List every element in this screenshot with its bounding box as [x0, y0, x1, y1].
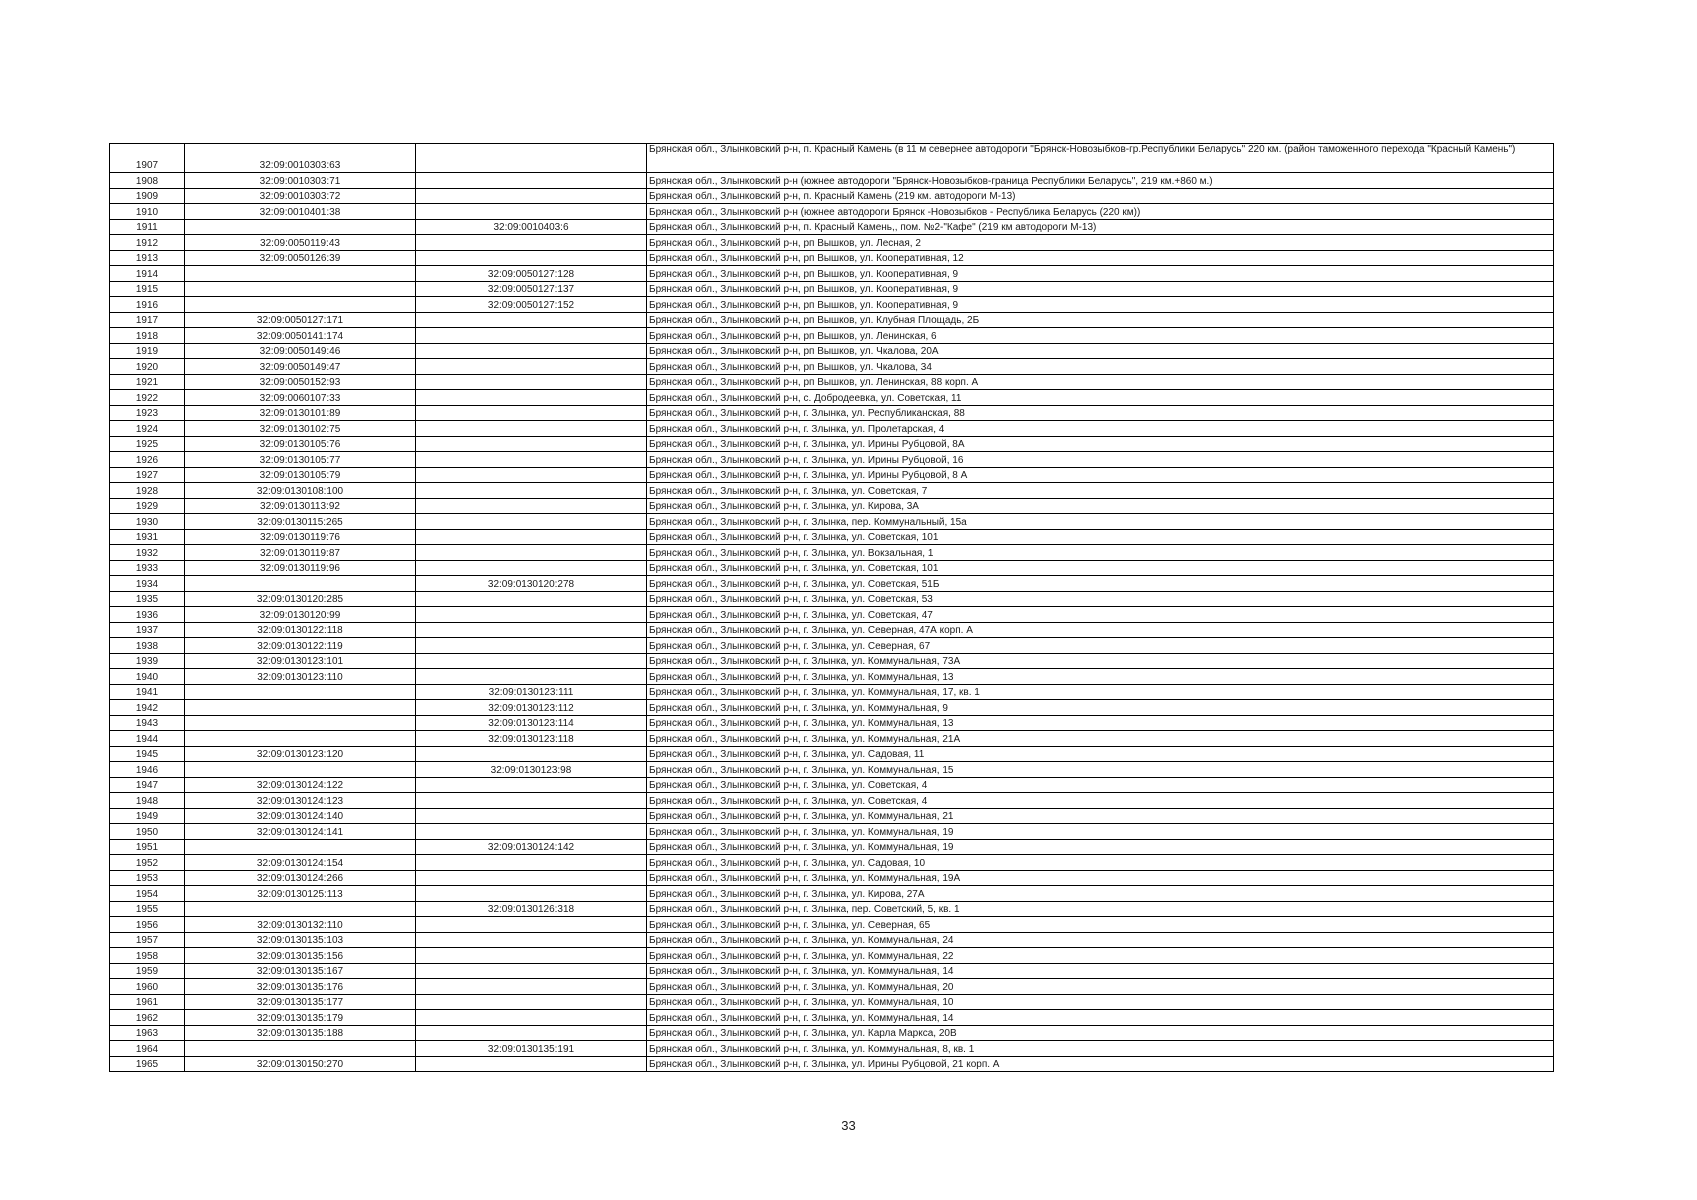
cadastral-number-cell: 32:09:0010401:38 [185, 204, 416, 220]
address-cell: Брянская обл., Злынковский р-н, с. Добродеевка, ул. Советская, 11 [647, 390, 1554, 406]
address-cell: Брянская обл., Злынковский р-н, рп Вышков, ул. Ленинская, 6 [647, 328, 1554, 344]
cadastral-number-cell: 32:09:0010303:63 [185, 144, 416, 173]
table-row [110, 808, 1554, 824]
row-number-cell: 1935 [110, 591, 185, 607]
address-cell: Брянская обл., Злынковский р-н, г. Злынка, ул. Советская, 51Б [647, 576, 1554, 592]
cadastral-number-cell [185, 715, 416, 731]
table-row [110, 591, 1554, 607]
premises-cadastral-number-cell [416, 622, 647, 638]
registry-table [109, 143, 1554, 1072]
cadastral-number-cell: 32:09:0130132:110 [185, 917, 416, 933]
cadastral-number-cell: 32:09:0130119:76 [185, 529, 416, 545]
address-cell: Брянская обл., Злынковский р-н, рп Вышков, ул. Кооперативная, 12 [647, 250, 1554, 266]
cadastral-number-cell [185, 1041, 416, 1057]
premises-cadastral-number-cell [416, 1025, 647, 1041]
cadastral-number-cell [185, 281, 416, 297]
premises-cadastral-number-cell: 32:09:0130123:98 [416, 762, 647, 778]
cadastral-number-cell: 32:09:0050127:171 [185, 312, 416, 328]
cadastral-number-cell [185, 297, 416, 313]
row-number-cell: 1911 [110, 219, 185, 235]
row-number-cell: 1941 [110, 684, 185, 700]
table-row [110, 684, 1554, 700]
row-number-cell: 1913 [110, 250, 185, 266]
premises-cadastral-number-cell [416, 824, 647, 840]
address-cell: Брянская обл., Злынковский р-н, г. Злынка, ул. Вокзальная, 1 [647, 545, 1554, 561]
row-number-cell: 1943 [110, 715, 185, 731]
cadastral-number-cell [185, 731, 416, 747]
address-cell: Брянская обл., Злынковский р-н, г. Злынка, ул. Советская, 4 [647, 793, 1554, 809]
address-cell: Брянская обл., Злынковский р-н, г. Злынка, ул. Ирины Рубцовой, 16 [647, 452, 1554, 468]
cadastral-number-cell: 32:09:0130105:79 [185, 467, 416, 483]
row-number-cell: 1948 [110, 793, 185, 809]
row-number-cell: 1940 [110, 669, 185, 685]
address-cell: Брянская обл., Злынковский р-н, г. Злынка, ул. Советская, 47 [647, 607, 1554, 623]
row-number-cell: 1923 [110, 405, 185, 421]
row-number-cell: 1937 [110, 622, 185, 638]
table-row [110, 1041, 1554, 1057]
table-row [110, 374, 1554, 390]
cadastral-number-cell: 32:09:0130123:110 [185, 669, 416, 685]
table-row [110, 1025, 1554, 1041]
cadastral-number-cell: 32:09:0130105:77 [185, 452, 416, 468]
row-number-cell: 1962 [110, 1010, 185, 1026]
cadastral-number-cell: 32:09:0050119:43 [185, 235, 416, 251]
row-number-cell: 1928 [110, 483, 185, 499]
row-number-cell: 1949 [110, 808, 185, 824]
cadastral-number-cell: 32:09:0130135:179 [185, 1010, 416, 1026]
premises-cadastral-number-cell [416, 793, 647, 809]
table-row [110, 1056, 1554, 1072]
row-number-cell: 1950 [110, 824, 185, 840]
row-number-cell: 1955 [110, 901, 185, 917]
cadastral-number-cell: 32:09:0130124:141 [185, 824, 416, 840]
premises-cadastral-number-cell [416, 436, 647, 452]
premises-cadastral-number-cell [416, 390, 647, 406]
address-cell: Брянская обл., Злынковский р-н, г. Злынка, ул. Советская, 7 [647, 483, 1554, 499]
row-number-cell: 1954 [110, 886, 185, 902]
address-cell: Брянская обл., Злынковский р-н, г. Злынка, ул. Северная, 47А корп. А [647, 622, 1554, 638]
row-number-cell: 1907 [110, 144, 185, 173]
address-cell: Брянская обл., Злынковский р-н, г. Злынка, ул. Коммунальная, 21 [647, 808, 1554, 824]
address-cell: Брянская обл., Злынковский р-н, г. Злынка, ул. Коммунальная, 17, кв. 1 [647, 684, 1554, 700]
premises-cadastral-number-cell [416, 483, 647, 499]
premises-cadastral-number-cell [416, 328, 647, 344]
cadastral-number-cell [185, 576, 416, 592]
address-cell: Брянская обл., Злынковский р-н, г. Злынка, ул. Коммунальная, 19 [647, 824, 1554, 840]
table-row [110, 979, 1554, 995]
cadastral-number-cell: 32:09:0130113:92 [185, 498, 416, 514]
row-number-cell: 1909 [110, 188, 185, 204]
premises-cadastral-number-cell [416, 870, 647, 886]
table-row [110, 529, 1554, 545]
premises-cadastral-number-cell [416, 173, 647, 189]
table-row [110, 250, 1554, 266]
table-row [110, 343, 1554, 359]
row-number-cell: 1908 [110, 173, 185, 189]
table-row [110, 498, 1554, 514]
cadastral-number-cell: 32:09:0130135:177 [185, 994, 416, 1010]
table-row [110, 700, 1554, 716]
address-cell: Брянская обл., Злынковский р-н, г. Злынка, ул. Советская, 4 [647, 777, 1554, 793]
cadastral-number-cell [185, 839, 416, 855]
premises-cadastral-number-cell [416, 144, 647, 173]
cadastral-number-cell: 32:09:0050126:39 [185, 250, 416, 266]
table-row [110, 963, 1554, 979]
premises-cadastral-number-cell [416, 188, 647, 204]
cadastral-number-cell: 32:09:0130124:122 [185, 777, 416, 793]
row-number-cell: 1952 [110, 855, 185, 871]
registry-table-body [110, 144, 1554, 1072]
premises-cadastral-number-cell [416, 560, 647, 576]
table-row [110, 560, 1554, 576]
row-number-cell: 1910 [110, 204, 185, 220]
row-number-cell: 1965 [110, 1056, 185, 1072]
table-row [110, 793, 1554, 809]
cadastral-number-cell: 32:09:0050141:174 [185, 328, 416, 344]
cadastral-number-cell [185, 901, 416, 917]
table-row [110, 514, 1554, 530]
premises-cadastral-number-cell [416, 343, 647, 359]
table-row [110, 359, 1554, 375]
premises-cadastral-number-cell [416, 855, 647, 871]
table-row [110, 886, 1554, 902]
premises-cadastral-number-cell: 32:09:0130135:191 [416, 1041, 647, 1057]
address-cell: Брянская обл., Злынковский р-н, г. Злынка, ул. Коммунальная, 19 [647, 839, 1554, 855]
premises-cadastral-number-cell [416, 746, 647, 762]
row-number-cell: 1926 [110, 452, 185, 468]
address-cell: Брянская обл., Злынковский р-н, рп Вышков, ул. Чкалова, 34 [647, 359, 1554, 375]
cadastral-number-cell: 32:09:0130120:99 [185, 607, 416, 623]
row-number-cell: 1942 [110, 700, 185, 716]
row-number-cell: 1963 [110, 1025, 185, 1041]
row-number-cell: 1956 [110, 917, 185, 933]
cadastral-number-cell: 32:09:0130108:100 [185, 483, 416, 499]
premises-cadastral-number-cell [416, 204, 647, 220]
premises-cadastral-number-cell [416, 545, 647, 561]
table-row [110, 607, 1554, 623]
address-cell: Брянская обл., Злынковский р-н, п. Красный Камень,, пом. №2-"Кафе" (219 км автодороги М-13) [647, 219, 1554, 235]
premises-cadastral-number-cell: 32:09:0130124:142 [416, 839, 647, 855]
row-number-cell: 1918 [110, 328, 185, 344]
address-cell: Брянская обл., Злынковский р-н (южнее автодороги "Брянск-Новозыбков-граница Республики Беларусь", 219 км.+860 м.) [647, 173, 1554, 189]
premises-cadastral-number-cell [416, 948, 647, 964]
cadastral-number-cell: 32:09:0130102:75 [185, 421, 416, 437]
row-number-cell: 1934 [110, 576, 185, 592]
premises-cadastral-number-cell [416, 250, 647, 266]
cadastral-number-cell: 32:09:0130124:266 [185, 870, 416, 886]
cadastral-number-cell: 32:09:0130115:265 [185, 514, 416, 530]
cadastral-number-cell: 32:09:0130105:76 [185, 436, 416, 452]
row-number-cell: 1936 [110, 607, 185, 623]
address-cell: Брянская обл., Злынковский р-н, г. Злынка, ул. Коммунальная, 24 [647, 932, 1554, 948]
row-number-cell: 1915 [110, 281, 185, 297]
premises-cadastral-number-cell [416, 932, 647, 948]
table-row [110, 421, 1554, 437]
table-row [110, 576, 1554, 592]
address-cell: Брянская обл., Злынковский р-н, г. Злынка, ул. Коммунальная, 19А [647, 870, 1554, 886]
premises-cadastral-number-cell [416, 607, 647, 623]
address-cell: Брянская обл., Злынковский р-н, г. Злынка, ул. Коммунальная, 21А [647, 731, 1554, 747]
cadastral-number-cell: 32:09:0130122:118 [185, 622, 416, 638]
table-row [110, 452, 1554, 468]
premises-cadastral-number-cell [416, 808, 647, 824]
row-number-cell: 1929 [110, 498, 185, 514]
cadastral-number-cell: 32:09:0130122:119 [185, 638, 416, 654]
address-cell: Брянская обл., Злынковский р-н, рп Вышков, ул. Лесная, 2 [647, 235, 1554, 251]
premises-cadastral-number-cell [416, 452, 647, 468]
premises-cadastral-number-cell [416, 514, 647, 530]
cadastral-number-cell: 32:09:0130119:96 [185, 560, 416, 576]
table-row [110, 731, 1554, 747]
address-cell: Брянская обл., Злынковский р-н (южнее автодороги Брянск -Новозыбков - Республика Беларусь (220 км)) [647, 204, 1554, 220]
table-row [110, 746, 1554, 762]
address-cell: Брянская обл., Злынковский р-н, г. Злынка, ул. Коммунальная, 13 [647, 669, 1554, 685]
cadastral-number-cell: 32:09:0130135:176 [185, 979, 416, 995]
row-number-cell: 1953 [110, 870, 185, 886]
table-row [110, 669, 1554, 685]
row-number-cell: 1914 [110, 266, 185, 282]
row-number-cell: 1959 [110, 963, 185, 979]
premises-cadastral-number-cell [416, 638, 647, 654]
page-number: 33 [841, 1118, 856, 1133]
premises-cadastral-number-cell: 32:09:0050127:152 [416, 297, 647, 313]
premises-cadastral-number-cell [416, 467, 647, 483]
table-row [110, 219, 1554, 235]
address-cell: Брянская обл., Злынковский р-н, г. Злынка, ул. Северная, 65 [647, 917, 1554, 933]
table-row [110, 266, 1554, 282]
address-cell: Брянская обл., Злынковский р-н, рп Вышков, ул. Клубная Площадь, 2Б [647, 312, 1554, 328]
cadastral-number-cell: 32:09:0130123:101 [185, 653, 416, 669]
cadastral-number-cell: 32:09:0130135:167 [185, 963, 416, 979]
table-row [110, 173, 1554, 189]
row-number-cell: 1944 [110, 731, 185, 747]
premises-cadastral-number-cell: 32:09:0130120:278 [416, 576, 647, 592]
row-number-cell: 1958 [110, 948, 185, 964]
table-row [110, 405, 1554, 421]
address-cell: Брянская обл., Злынковский р-н, г. Злынка, ул. Коммунальная, 8, кв. 1 [647, 1041, 1554, 1057]
table-row [110, 994, 1554, 1010]
address-cell: Брянская обл., Злынковский р-н, г. Злынка, ул. Ирины Рубцовой, 21 корп. А [647, 1056, 1554, 1072]
row-number-cell: 1960 [110, 979, 185, 995]
table-row [110, 839, 1554, 855]
table-row [110, 622, 1554, 638]
table-row [110, 297, 1554, 313]
premises-cadastral-number-cell: 32:09:0050127:137 [416, 281, 647, 297]
premises-cadastral-number-cell [416, 917, 647, 933]
table-row [110, 948, 1554, 964]
address-cell: Брянская обл., Злынковский р-н, п. Красный Камень (в 11 м севернее автодороги "Брянск-Новозыбков-гр.Республики Беларусь" 220 км. (район таможенного перехода "Красный Камень") [647, 144, 1554, 173]
cadastral-number-cell: 32:09:0130150:270 [185, 1056, 416, 1072]
premises-cadastral-number-cell [416, 963, 647, 979]
table-row [110, 824, 1554, 840]
premises-cadastral-number-cell [416, 1056, 647, 1072]
table-row [110, 281, 1554, 297]
premises-cadastral-number-cell [416, 669, 647, 685]
table-row [110, 653, 1554, 669]
table-row [110, 144, 1554, 173]
address-cell: Брянская обл., Злынковский р-н, г. Злынка, ул. Коммунальная, 20 [647, 979, 1554, 995]
table-row [110, 715, 1554, 731]
cadastral-number-cell: 32:09:0130120:285 [185, 591, 416, 607]
address-cell: Брянская обл., Злынковский р-н, рп Вышков, ул. Ленинская, 88 корп. А [647, 374, 1554, 390]
table-row [110, 188, 1554, 204]
cadastral-number-cell: 32:09:0010303:71 [185, 173, 416, 189]
cadastral-number-cell: 32:09:0130124:123 [185, 793, 416, 809]
table-row [110, 235, 1554, 251]
row-number-cell: 1964 [110, 1041, 185, 1057]
row-number-cell: 1961 [110, 994, 185, 1010]
premises-cadastral-number-cell [416, 374, 647, 390]
row-number-cell: 1957 [110, 932, 185, 948]
premises-cadastral-number-cell [416, 1010, 647, 1026]
row-number-cell: 1916 [110, 297, 185, 313]
cadastral-number-cell [185, 266, 416, 282]
table-row [110, 870, 1554, 886]
address-cell: Брянская обл., Злынковский р-н, г. Злынка, пер. Советский, 5, кв. 1 [647, 901, 1554, 917]
cadastral-number-cell: 32:09:0130124:140 [185, 808, 416, 824]
row-number-cell: 1919 [110, 343, 185, 359]
premises-cadastral-number-cell: 32:09:0050127:128 [416, 266, 647, 282]
address-cell: Брянская обл., Злынковский р-н, г. Злынка, ул. Советская, 101 [647, 529, 1554, 545]
address-cell: Брянская обл., Злынковский р-н, г. Злынка, ул. Северная, 67 [647, 638, 1554, 654]
row-number-cell: 1920 [110, 359, 185, 375]
premises-cadastral-number-cell [416, 886, 647, 902]
row-number-cell: 1917 [110, 312, 185, 328]
premises-cadastral-number-cell [416, 235, 647, 251]
table-row [110, 855, 1554, 871]
cadastral-number-cell [185, 700, 416, 716]
table-row [110, 901, 1554, 917]
cadastral-number-cell: 32:09:0050149:47 [185, 359, 416, 375]
address-cell: Брянская обл., Злынковский р-н, г. Злынка, ул. Советская, 53 [647, 591, 1554, 607]
table-row [110, 638, 1554, 654]
row-number-cell: 1938 [110, 638, 185, 654]
cadastral-number-cell: 32:09:0050149:46 [185, 343, 416, 359]
premises-cadastral-number-cell [416, 421, 647, 437]
premises-cadastral-number-cell: 32:09:0130126:318 [416, 901, 647, 917]
row-number-cell: 1927 [110, 467, 185, 483]
cadastral-number-cell: 32:09:0130135:188 [185, 1025, 416, 1041]
address-cell: Брянская обл., Злынковский р-н, рп Вышков, ул. Чкалова, 20А [647, 343, 1554, 359]
premises-cadastral-number-cell: 32:09:0130123:112 [416, 700, 647, 716]
cadastral-number-cell: 32:09:0130135:103 [185, 932, 416, 948]
row-number-cell: 1951 [110, 839, 185, 855]
address-cell: Брянская обл., Злынковский р-н, г. Злынка, ул. Коммунальная, 13 [647, 715, 1554, 731]
premises-cadastral-number-cell [416, 359, 647, 375]
address-cell: Брянская обл., Злынковский р-н, г. Злынка, ул. Коммунальная, 14 [647, 963, 1554, 979]
premises-cadastral-number-cell: 32:09:0130123:111 [416, 684, 647, 700]
address-cell: Брянская обл., Злынковский р-н, г. Злынка, ул. Пролетарская, 4 [647, 421, 1554, 437]
table-row [110, 467, 1554, 483]
table-row [110, 390, 1554, 406]
row-number-cell: 1933 [110, 560, 185, 576]
table-row [110, 1010, 1554, 1026]
table-row [110, 545, 1554, 561]
address-cell: Брянская обл., Злынковский р-н, г. Злынка, ул. Кирова, 27А [647, 886, 1554, 902]
premises-cadastral-number-cell [416, 591, 647, 607]
row-number-cell: 1946 [110, 762, 185, 778]
row-number-cell: 1930 [110, 514, 185, 530]
premises-cadastral-number-cell [416, 405, 647, 421]
address-cell: Брянская обл., Злынковский р-н, г. Злынка, ул. Коммунальная, 22 [647, 948, 1554, 964]
row-number-cell: 1924 [110, 421, 185, 437]
table-row [110, 483, 1554, 499]
premises-cadastral-number-cell: 32:09:0130123:118 [416, 731, 647, 747]
cadastral-number-cell: 32:09:0060107:33 [185, 390, 416, 406]
row-number-cell: 1947 [110, 777, 185, 793]
table-row [110, 762, 1554, 778]
address-cell: Брянская обл., Злынковский р-н, г. Злынка, ул. Ирины Рубцовой, 8А [647, 436, 1554, 452]
row-number-cell: 1939 [110, 653, 185, 669]
cadastral-number-cell [185, 684, 416, 700]
table-row [110, 328, 1554, 344]
cadastral-number-cell [185, 762, 416, 778]
address-cell: Брянская обл., Злынковский р-н, рп Вышков, ул. Кооперативная, 9 [647, 297, 1554, 313]
cadastral-number-cell: 32:09:0130124:154 [185, 855, 416, 871]
address-cell: Брянская обл., Злынковский р-н, г. Злынка, ул. Коммунальная, 73А [647, 653, 1554, 669]
table-row [110, 917, 1554, 933]
address-cell: Брянская обл., Злынковский р-н, г. Злынка, ул. Карла Маркса, 20В [647, 1025, 1554, 1041]
row-number-cell: 1912 [110, 235, 185, 251]
address-cell: Брянская обл., Злынковский р-н, г. Злынка, ул. Садовая, 10 [647, 855, 1554, 871]
premises-cadastral-number-cell [416, 979, 647, 995]
table-row [110, 312, 1554, 328]
row-number-cell: 1921 [110, 374, 185, 390]
row-number-cell: 1932 [110, 545, 185, 561]
address-cell: Брянская обл., Злынковский р-н, г. Злынка, ул. Коммунальная, 10 [647, 994, 1554, 1010]
address-cell: Брянская обл., Злынковский р-н, г. Злынка, пер. Коммунальный, 15а [647, 514, 1554, 530]
premises-cadastral-number-cell [416, 312, 647, 328]
row-number-cell: 1931 [110, 529, 185, 545]
address-cell: Брянская обл., Злынковский р-н, г. Злынка, ул. Республиканская, 88 [647, 405, 1554, 421]
cadastral-number-cell: 32:09:0130135:156 [185, 948, 416, 964]
cadastral-number-cell: 32:09:0130101:89 [185, 405, 416, 421]
cadastral-number-cell: 32:09:0130125:113 [185, 886, 416, 902]
address-cell: Брянская обл., Злынковский р-н, г. Злынка, ул. Коммунальная, 15 [647, 762, 1554, 778]
cadastral-number-cell [185, 219, 416, 235]
cadastral-number-cell: 32:09:0130119:87 [185, 545, 416, 561]
address-cell: Брянская обл., Злынковский р-н, г. Злынка, ул. Садовая, 11 [647, 746, 1554, 762]
premises-cadastral-number-cell: 32:09:0130123:114 [416, 715, 647, 731]
premises-cadastral-number-cell [416, 994, 647, 1010]
premises-cadastral-number-cell [416, 498, 647, 514]
address-cell: Брянская обл., Злынковский р-н, рп Вышков, ул. Кооперативная, 9 [647, 266, 1554, 282]
address-cell: Брянская обл., Злынковский р-н, г. Злынка, ул. Коммунальная, 14 [647, 1010, 1554, 1026]
row-number-cell: 1922 [110, 390, 185, 406]
row-number-cell: 1925 [110, 436, 185, 452]
address-cell: Брянская обл., Злынковский р-н, г. Злынка, ул. Ирины Рубцовой, 8 А [647, 467, 1554, 483]
address-cell: Брянская обл., Злынковский р-н, п. Красный Камень (219 км. автодороги М-13) [647, 188, 1554, 204]
premises-cadastral-number-cell [416, 777, 647, 793]
address-cell: Брянская обл., Злынковский р-н, г. Злынка, ул. Советская, 101 [647, 560, 1554, 576]
table-row [110, 204, 1554, 220]
table-row [110, 777, 1554, 793]
premises-cadastral-number-cell [416, 653, 647, 669]
premises-cadastral-number-cell: 32:09:0010403:6 [416, 219, 647, 235]
address-cell: Брянская обл., Злынковский р-н, рп Вышков, ул. Кооперативная, 9 [647, 281, 1554, 297]
row-number-cell: 1945 [110, 746, 185, 762]
table-row [110, 932, 1554, 948]
premises-cadastral-number-cell [416, 529, 647, 545]
address-cell: Брянская обл., Злынковский р-н, г. Злынка, ул. Кирова, 3А [647, 498, 1554, 514]
cadastral-number-cell: 32:09:0010303:72 [185, 188, 416, 204]
table-row [110, 436, 1554, 452]
cadastral-number-cell: 32:09:0050152:93 [185, 374, 416, 390]
address-cell: Брянская обл., Злынковский р-н, г. Злынка, ул. Коммунальная, 9 [647, 700, 1554, 716]
cadastral-number-cell: 32:09:0130123:120 [185, 746, 416, 762]
